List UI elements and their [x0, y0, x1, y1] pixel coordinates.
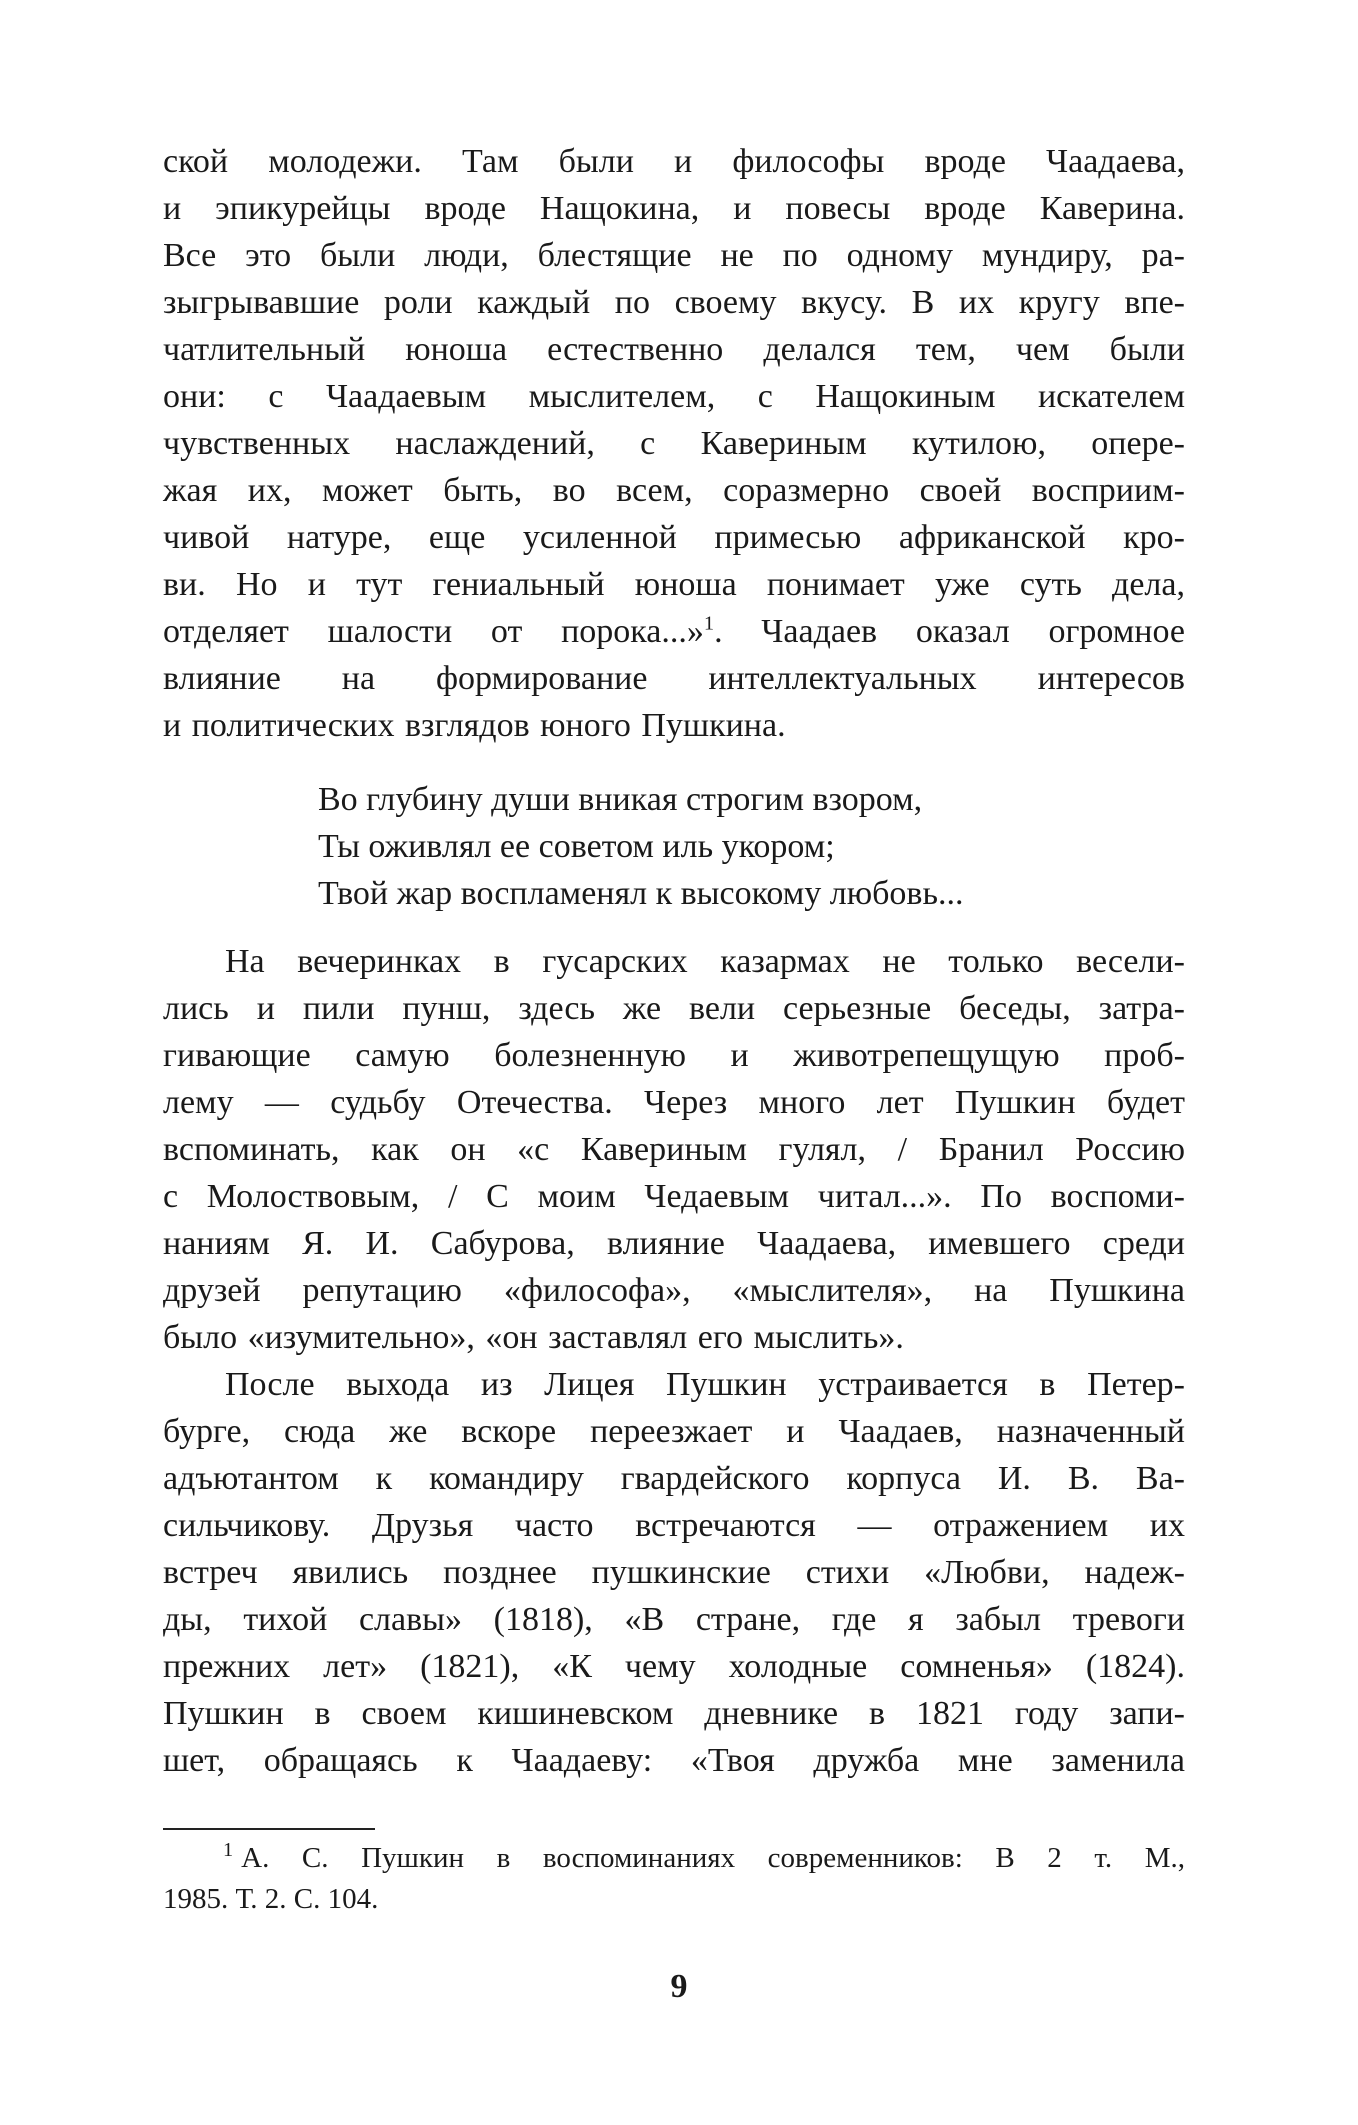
- text-line: было «изумительно», «он заставлял его мыслить».: [163, 1319, 904, 1356]
- text-line: чувственных наслаждений, с Кавериным кутилою, опере-: [163, 425, 1185, 462]
- text-line: шет, обращаясь к Чаадаеву: «Твоя дружба мне заменила: [163, 1742, 1185, 1779]
- text-line: зыгрывавшие роли каждый по своему вкусу. В их кругу впе-: [163, 284, 1185, 321]
- text-line: Пушкин в своем кишиневском дневнике в 1821 году запи-: [163, 1695, 1185, 1732]
- footnote-divider: [163, 1828, 375, 1830]
- text-line: После выхода из Лицея Пушкин устраивается в Петер-: [225, 1366, 1185, 1403]
- text-segment: . Чаадаев оказал огромное: [714, 613, 1185, 650]
- text-line: лему — судьбу Отечества. Через много лет Пушкин будет: [163, 1084, 1185, 1121]
- text-segment: отделяет шалости от порока...»: [163, 613, 704, 650]
- text-line: ды, тихой славы» (1818), «В стране, где я забыл тревоги: [163, 1601, 1185, 1638]
- text-line: они: с Чаадаевым мыслителем, с Нащокиным искателем: [163, 378, 1185, 415]
- footnote-line: [163, 1838, 1185, 1879]
- footnote-reference[interactable]: 1: [703, 612, 715, 635]
- text-line: и политических взглядов юного Пушкина.: [163, 707, 786, 744]
- text-line: друзей репутацию «философа», «мыслителя», на Пушкина: [163, 1272, 1185, 1309]
- text-line: На вечеринках в гусарских казармах не только весели-: [225, 943, 1185, 980]
- text-line: встреч явились позднее пушкинские стихи «Любви, надеж-: [163, 1554, 1185, 1591]
- text-line: жая их, может быть, во всем, соразмерно своей восприим-: [163, 472, 1185, 509]
- body-text-continued: [163, 938, 1185, 1784]
- footnote-line: 1985. Т. 2. С. 104.: [163, 1883, 379, 1915]
- text-line: с Молоствовым, / С моим Чедаевым читал...». По воспоми-: [163, 1178, 1185, 1215]
- poem-quote: [318, 776, 964, 917]
- text-line: сильчикову. Друзья часто встречаются — отражением их: [163, 1507, 1185, 1544]
- text-line: лись и пили пунш, здесь же вели серьезные беседы, затра-: [163, 990, 1185, 1027]
- text-line: влияние на формирование интеллектуальных интересов: [163, 660, 1185, 697]
- text-line-with-footnote: [163, 608, 1185, 655]
- text-line: чивой натуре, еще усиленной примесью африканской кро-: [163, 519, 1185, 556]
- paragraph-1: [163, 138, 1185, 749]
- text-line: наниям Я. И. Сабурова, влияние Чаадаева, имевшего среди: [163, 1225, 1185, 1262]
- footnote-mark: 1: [223, 1839, 234, 1862]
- verse-line: Твой жар воспламенял к высокому любовь...: [318, 875, 964, 912]
- text-line: Все это были люди, блестящие не по одному мундиру, ра-: [163, 237, 1185, 274]
- text-line: гивающие самую болезненную и животрепещущую проб-: [163, 1037, 1185, 1074]
- text-line: ви. Но и тут гениальный юноша понимает уже суть дела,: [163, 566, 1185, 603]
- text-line: вспоминать, как он «с Кавериным гулял, / Бранил Россию: [163, 1131, 1185, 1168]
- text-line: прежних лет» (1821), «К чему холодные сомненья» (1824).: [163, 1648, 1185, 1685]
- text-line: и эпикурейцы вроде Нащокина, и повесы вроде Каверина.: [163, 190, 1185, 227]
- text-line: чатлительный юноша естественно делался тем, чем были: [163, 331, 1185, 368]
- text-line: ской молодежи. Там были и философы вроде Чаадаева,: [163, 143, 1185, 180]
- text-line: адъютантом к командиру гвардейского корпуса И. В. Ва-: [163, 1460, 1185, 1497]
- verse-line: Во глубину души вникая строгим взором,: [318, 781, 923, 818]
- text-line: бурге, сюда же вскоре переезжает и Чаадаев, назначенный: [163, 1413, 1185, 1450]
- footnote: [163, 1838, 1185, 1920]
- page-number: 9: [670, 1968, 688, 2005]
- verse-line: Ты оживлял ее советом иль укором;: [318, 828, 835, 865]
- footnote-text: А. С. Пушкин в воспоминаниях современников: В 2 т. М.,: [241, 1842, 1185, 1874]
